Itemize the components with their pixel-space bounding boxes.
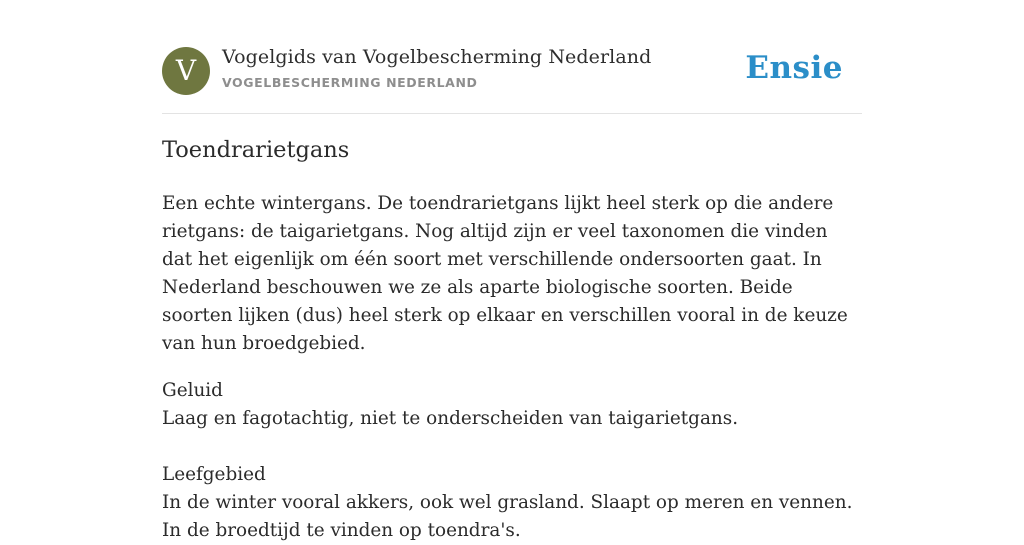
section-text: Laag en fagotachtig, niet te onderscheiden van taigarietgans. (162, 408, 739, 429)
source-header (162, 0, 862, 114)
source-publisher: VOGELBESCHERMING NEDERLAND (222, 75, 478, 90)
ensie-logo[interactable]: Ensie (745, 50, 843, 86)
section-leefgebied (162, 461, 862, 545)
section-spacer (162, 433, 862, 461)
section-heading: Leefgebied (162, 464, 266, 485)
source-avatar[interactable]: V (162, 47, 210, 95)
entry-body (162, 190, 862, 545)
section-text: In de winter vooral akkers, ook wel grasland. Slaapt op meren en vennen. In de broedtijd te vinden op toendra's. (162, 492, 853, 541)
source-title-link[interactable]: Vogelgids van Vogelbescherming Nederland (222, 46, 652, 68)
section-geluid (162, 377, 862, 433)
page-container (162, 0, 862, 541)
entry-title: Toendrarietgans (162, 137, 350, 163)
section-heading: Geluid (162, 380, 223, 401)
entry-intro: Een echte wintergans. De toendrarietgans lijkt heel sterk op die andere rietgans: de taigarietgans. Nog altijd zijn er veel taxonomen die vinden dat het eigenlijk om één soort met verschillende ondersoorten gaat. In Nederland beschouwen we ze als aparte biologische soorten. Beide soorten lijken (dus) heel sterk op elkaar en verschillen vooral in de keuze van hun broedgebied. (162, 193, 848, 354)
